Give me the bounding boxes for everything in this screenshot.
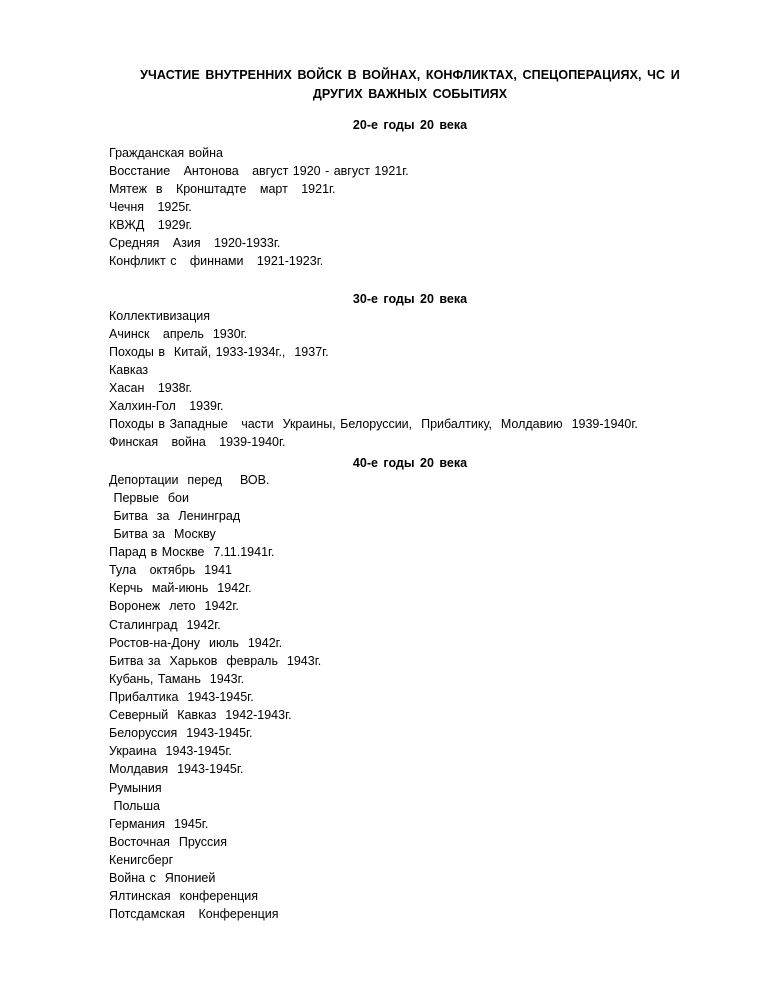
list-item: Депортации перед ВОВ.	[109, 473, 270, 487]
list-item: Прибалтика 1943-1945г.	[109, 690, 254, 704]
list-item: Битва за Москву	[109, 527, 216, 541]
list-item: Конфликт с финнами 1921-1923г.	[109, 254, 324, 268]
list-item: Восточная Пруссия	[109, 835, 228, 849]
list-item: КВЖД 1929г.	[109, 218, 193, 232]
list-item: Кубань, Тамань 1943г.	[109, 672, 245, 686]
list-item: Война с Японией	[109, 871, 216, 885]
list-item: Кавказ	[109, 363, 149, 377]
list-item: Керчь май-июнь 1942г.	[109, 581, 252, 595]
title-line-2: ДРУГИХ ВАЖНЫХ СОБЫТИЯХ	[312, 87, 508, 101]
list-item: Румыния	[109, 781, 162, 795]
list-item: Мятеж в Кронштадте март 1921г.	[109, 182, 336, 196]
list-item: Польша	[109, 799, 160, 813]
list-item: Битва за Ленинград	[109, 509, 241, 523]
section-heading-30s: 30-е годы 20 века	[352, 292, 468, 306]
list-item: Финская война 1939-1940г.	[109, 435, 286, 449]
list-item: Потсдамская Конференция	[109, 907, 279, 921]
list-item: Белоруссия 1943-1945г.	[109, 726, 253, 740]
list-item: Кенигсберг	[109, 853, 174, 867]
list-item: Походы в Китай, 1933-1934г., 1937г.	[109, 345, 329, 359]
list-item: Ростов-на-Дону июль 1942г.	[109, 636, 283, 650]
list-item: Воронеж лето 1942г.	[109, 599, 239, 613]
list-item: Хасан 1938г.	[109, 381, 193, 395]
section-heading-20s: 20-е годы 20 века	[352, 118, 468, 132]
list-item: Походы в Западные части Украины, Белоруссии, Прибалтику, Молдавию 1939-1940г.	[109, 417, 638, 431]
document-title	[100, 66, 720, 104]
list-item: Средняя Азия 1920-1933г.	[109, 236, 281, 250]
list-item: Тула октябрь 1941	[109, 563, 233, 577]
list-item: Парад в Москве 7.11.1941г.	[109, 545, 275, 559]
list-item: Ялтинская конференция	[109, 889, 259, 903]
list-item: Восстание Антонова август 1920 - август 1921г.	[109, 164, 409, 178]
list-item: Ачинск апрель 1930г.	[109, 327, 248, 341]
title-line-1: УЧАСТИЕ ВНУТРЕННИХ ВОЙСК В ВОЙНАХ, КОНФЛИКТАХ, СПЕЦОПЕРАЦИЯХ, ЧС И	[140, 68, 680, 82]
list-item: Украина 1943-1945г.	[109, 744, 232, 758]
list-item: Гражданская война	[109, 146, 223, 160]
section-heading-40s: 40-е годы 20 века	[352, 456, 468, 470]
list-item: Северный Кавказ 1942-1943г.	[109, 708, 292, 722]
list-item: Битва за Харьков февраль 1943г.	[109, 654, 322, 668]
list-item: Халхин-Гол 1939г.	[109, 399, 224, 413]
list-item: Первые бои	[109, 491, 189, 505]
list-item: Молдавия 1943-1945г.	[109, 762, 244, 776]
list-item: Чечня 1925г.	[109, 200, 192, 214]
list-item: Сталинград 1942г.	[109, 618, 221, 632]
list-item: Германия 1945г.	[109, 817, 209, 831]
list-item: Коллективизация	[109, 309, 211, 323]
